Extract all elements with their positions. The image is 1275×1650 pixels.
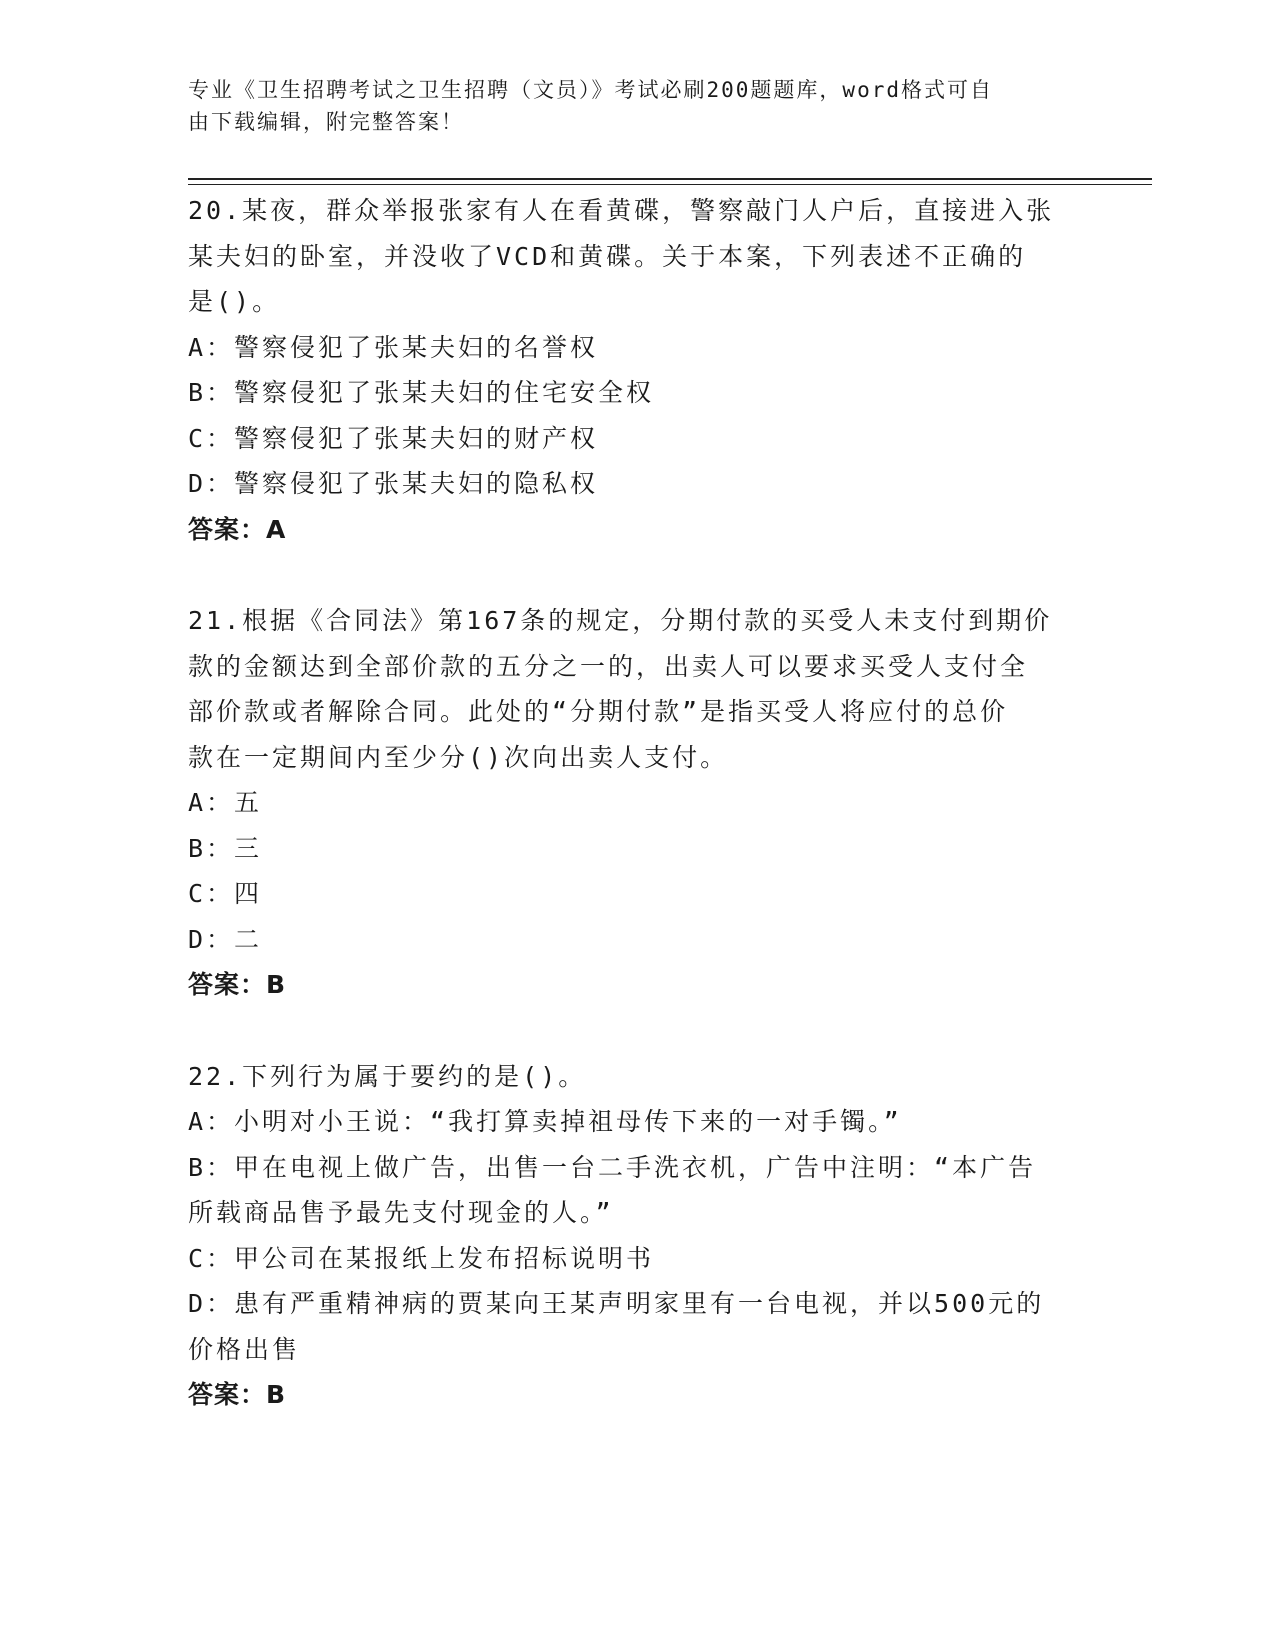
spacer [188,1008,1078,1054]
option-d: D：警察侵犯了张某夫妇的隐私权 [188,469,599,498]
question-stem-line: 某夫妇的卧室，并没收了VCD和黄碟。关于本案，下列表述不正确的 [188,241,1027,271]
option-a: A：警察侵犯了张某夫妇的名誉权 [188,332,599,362]
question-stem-line: 21.根据《合同法》第167条的规定，分期付款的买受人未支付到期价 [188,606,1053,635]
header-rule-thick [188,178,1152,180]
question-stem-line: 部价款或者解除合同。此处的“分期付款”是指买受人将应付的总价 [188,697,1009,726]
answer: 答案：B [188,1380,287,1409]
answer: 答案：A [188,514,287,544]
question-list [188,188,1078,1418]
document-header [188,74,1068,138]
option-a: A：小明对小王说：“我打算卖掉祖母传下来的一对手镯。” [188,1107,902,1136]
option-d: D：患有严重精神病的贾某向王某声明家里有一台电视，并以500元的 [188,1289,1045,1318]
header-line-1: 专业《卫生招聘考试之卫生招聘（文员）》考试必刷200题题库，word格式可自 [188,78,993,102]
question-21 [188,598,1078,1008]
option-a: A：五 [188,788,263,817]
header-line-2: 由下载编辑，附完整答案！ [188,110,464,134]
option-c: C：警察侵犯了张某夫妇的财产权 [188,423,599,453]
question-stem-line: 20.某夜，群众举报张家有人在看黄碟，警察敲门人户后，直接进入张 [188,196,1055,225]
option-c: C：甲公司在某报纸上发布招标说明书 [188,1243,655,1273]
question-stem-line: 款在一定期间内至少分()次向出卖人支付。 [188,742,729,772]
answer: 答案：B [188,970,287,999]
question-20 [188,188,1078,552]
spacer [188,552,1078,598]
option-b-continued: 所载商品售予最先支付现金的人。” [188,1198,614,1227]
question-stem-line: 是()。 [188,287,281,316]
header-rule-thin [188,184,1152,185]
option-c: C：四 [188,879,263,908]
question-stem-line: 款的金额达到全部价款的五分之一的，出卖人可以要求买受人支付全 [188,651,1029,681]
option-d-continued: 价格出售 [188,1334,301,1364]
question-stem-line: 22.下列行为属于要约的是()。 [188,1061,587,1091]
option-b: B：警察侵犯了张某夫妇的住宅安全权 [188,378,655,407]
option-b: B：三 [188,833,263,863]
option-b: B：甲在电视上做广告，出售一台二手洗衣机，广告中注明：“本广告 [188,1152,1037,1182]
option-d: D：二 [188,924,263,954]
question-22 [188,1054,1078,1418]
